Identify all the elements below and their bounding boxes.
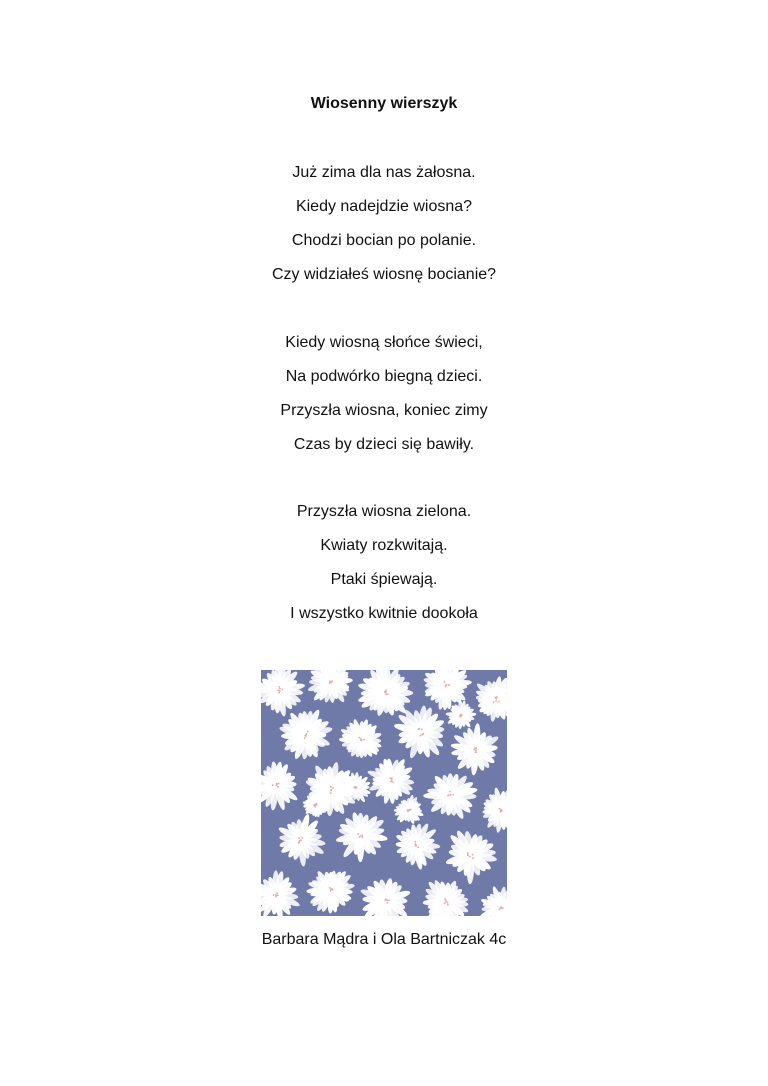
poem-line: Czas by dzieci się bawiły. [293, 436, 475, 453]
poem-line: Chodzi bocian po polanie. [291, 232, 477, 249]
poem-title: Wiosenny wierszyk [310, 95, 458, 112]
poem-line: Na podwórko biegną dzieci. [285, 368, 483, 385]
daisy-pattern-illustration [261, 670, 507, 916]
poem-line: Ptaki śpiewają. [330, 571, 438, 588]
poem-line: Już zima dla nas żałosna. [292, 164, 476, 181]
poem-line: Przyszła wiosna zielona. [296, 503, 472, 520]
poem-line: Kwiaty rozkwitają. [320, 537, 448, 554]
poem-line: I wszystko kwitnie dookoła [290, 605, 478, 622]
stanza-2 [0, 333, 768, 469]
poem-line: Kiedy nadejdzie wiosna? [295, 198, 473, 215]
poem-line: Czy widziałeś wiosnę bocianie? [271, 266, 497, 283]
poem-author: Barbara Mądra i Ola Bartniczak 4c [261, 931, 507, 948]
stanza-1 [0, 163, 768, 299]
poem-line: Przyszła wiosna, koniec zimy [280, 402, 488, 419]
poem-line: Kiedy wiosną słońce świeci, [285, 334, 483, 351]
stanza-3 [0, 502, 768, 638]
daisy-pattern-svg [261, 670, 507, 916]
